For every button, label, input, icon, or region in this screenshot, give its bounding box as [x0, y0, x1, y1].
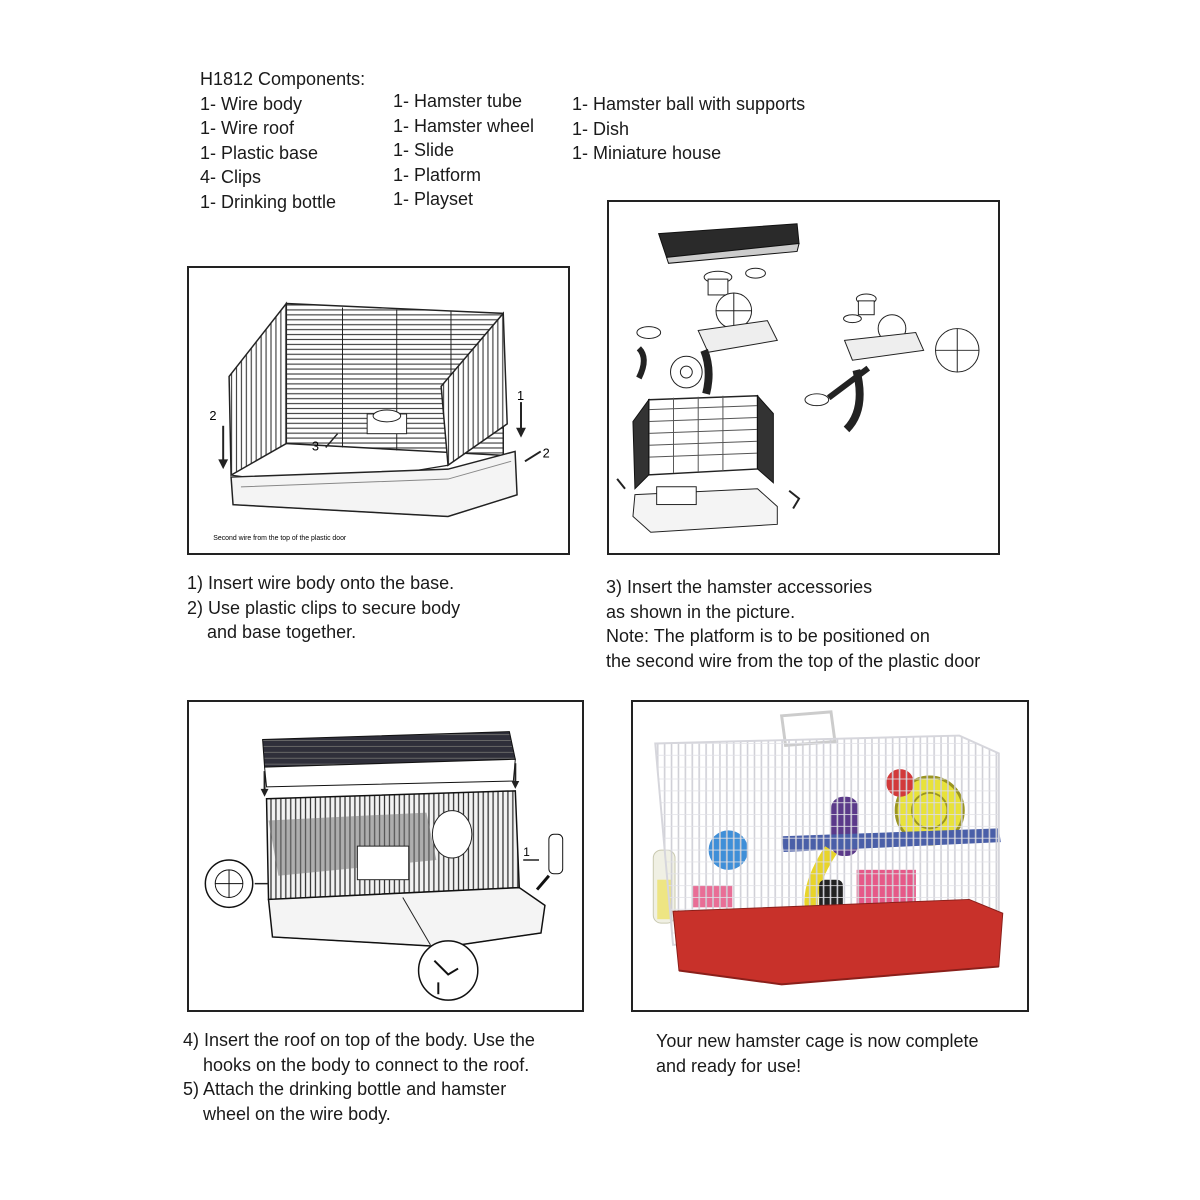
step-4-text: 4) Insert the roof on top of the body. Use the [183, 1030, 535, 1050]
step-5-text-cont: wheel on the wire body. [203, 1103, 391, 1124]
component-item: 1- Playset [393, 189, 474, 209]
component-item: 1- Drinking bottle [200, 191, 337, 212]
components-col-3 [572, 92, 805, 166]
completion-text: Your new hamster cage is now complete [656, 1031, 979, 1051]
component-item: 1- Slide [393, 140, 455, 160]
component-item: 1- Dish [572, 118, 630, 139]
step-1-illustration [187, 266, 570, 555]
completion-caption [656, 1029, 979, 1078]
step-4-text-cont: hooks on the body to connect to the roof. [203, 1054, 530, 1075]
finished-cage-photo [631, 700, 1029, 1012]
step-2-text: 2) Use plastic clips to secure body [187, 597, 461, 618]
step-3-illustration [607, 200, 1000, 555]
callout-1: 1 [523, 845, 530, 859]
callout-1: 1 [517, 388, 525, 404]
finished-cage-drawing [633, 702, 1027, 1010]
cage-body-drawing [189, 268, 568, 553]
step-3-caption [606, 575, 980, 673]
step-3-text-cont: as shown in the picture. [606, 601, 796, 622]
component-item: 1- Hamster tube [393, 91, 523, 111]
step-4-illustration [187, 700, 584, 1012]
step-1-2-caption [187, 571, 460, 645]
component-item: 1- Platform [393, 164, 482, 185]
component-item: 1- Miniature house [572, 143, 722, 163]
components-col-2 [393, 89, 534, 212]
completion-text-cont: and ready for use! [656, 1055, 802, 1076]
step-1-text: 1) Insert wire body onto the base. [187, 573, 455, 593]
components-col-1 [200, 67, 365, 214]
step-2-text-cont: and base together. [207, 622, 357, 642]
component-item: 1- Hamster wheel [393, 115, 535, 136]
step-3-text: 3) Insert the hamster accessories [606, 577, 873, 597]
roof-bottle-drawing [189, 702, 582, 1010]
component-item: 1- Hamster ball with supports [572, 94, 806, 114]
callout-2-right: 2 [542, 445, 550, 461]
platform-note: Second wire from the top of the plastic door [213, 535, 347, 543]
component-item: 1- Wire roof [200, 118, 295, 138]
callout-2-left: 2 [209, 407, 217, 423]
step-4-5-caption [183, 1028, 535, 1126]
components-heading: H1812 Components: [200, 69, 366, 89]
component-item: 4- Clips [200, 167, 262, 187]
step-3-note: Note: The platform is to be positioned on [606, 626, 930, 646]
component-item: 1- Plastic base [200, 142, 319, 163]
step-5-text: 5) Attach the drinking bottle and hamster [183, 1079, 507, 1099]
accessories-drawing [609, 202, 998, 553]
component-item: 1- Wire body [200, 93, 303, 114]
callout-3: 3 [311, 438, 320, 454]
step-3-note-cont: the second wire from the top of the plastic door [606, 650, 981, 671]
